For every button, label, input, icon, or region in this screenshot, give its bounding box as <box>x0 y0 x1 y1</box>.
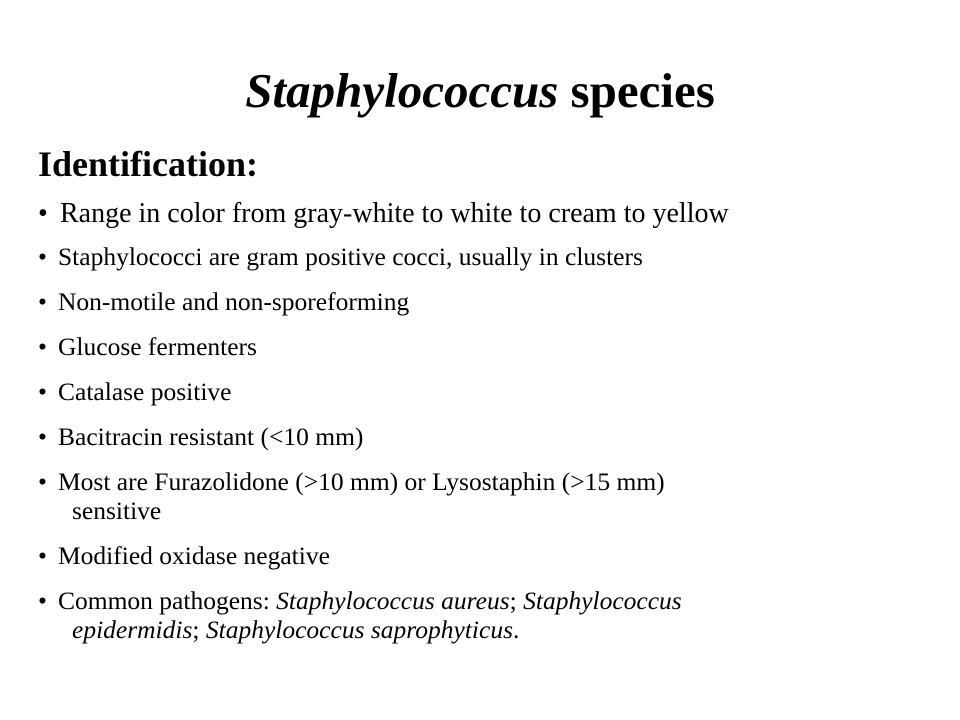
item-prefix: Common pathogens: <box>58 586 277 615</box>
item-text: Staphylococci are gram positive cocci, usually in clusters <box>58 242 643 271</box>
item-end: . <box>513 615 520 644</box>
separator: ; <box>192 615 206 644</box>
bullet-icon: • <box>38 377 47 406</box>
species-name: Staphylococcus aureus <box>276 586 510 615</box>
list-item <box>38 586 938 644</box>
list-item <box>38 541 938 570</box>
item-text-continuation: sensitive <box>72 496 162 525</box>
bullet-icon: • <box>38 467 47 496</box>
slide-title <box>0 56 960 126</box>
item-text: Catalase positive <box>58 377 232 406</box>
bullet-icon: • <box>38 198 48 229</box>
species-name: Staphylococcus saprophyticus <box>205 615 513 644</box>
list-item <box>38 332 938 361</box>
list-item <box>38 467 938 525</box>
item-text-continuation <box>38 615 938 644</box>
bullet-icon: • <box>38 422 47 451</box>
species-name: Staphylococcus <box>523 586 682 615</box>
list-item <box>38 194 938 234</box>
item-text: Glucose fermenters <box>58 332 257 361</box>
item-text: Bacitracin resistant (<10 mm) <box>58 422 364 451</box>
bullet-icon: • <box>38 586 47 615</box>
item-text: Range in color from gray-white to white to cream to yellow <box>60 198 729 229</box>
section-heading: Identification: <box>38 144 258 184</box>
separator: ; <box>509 586 524 615</box>
title-genus: Staphylococcus <box>245 63 559 118</box>
bullet-list <box>38 194 938 644</box>
list-item <box>38 242 938 271</box>
item-text: Most are Furazolidone (>10 mm) or Lysostaphin (>15 mm) <box>58 467 665 496</box>
list-item <box>38 287 938 316</box>
list-item <box>38 377 938 406</box>
bullet-icon: • <box>38 242 47 271</box>
bullet-icon: • <box>38 332 47 361</box>
species-name: epidermidis <box>72 615 193 644</box>
title-rest: species <box>558 63 715 118</box>
item-text: Non-motile and non-sporeforming <box>58 287 410 316</box>
list-item <box>38 422 938 451</box>
item-text: Modified oxidase negative <box>58 541 330 570</box>
bullet-icon: • <box>38 287 47 316</box>
bullet-icon: • <box>38 541 47 570</box>
